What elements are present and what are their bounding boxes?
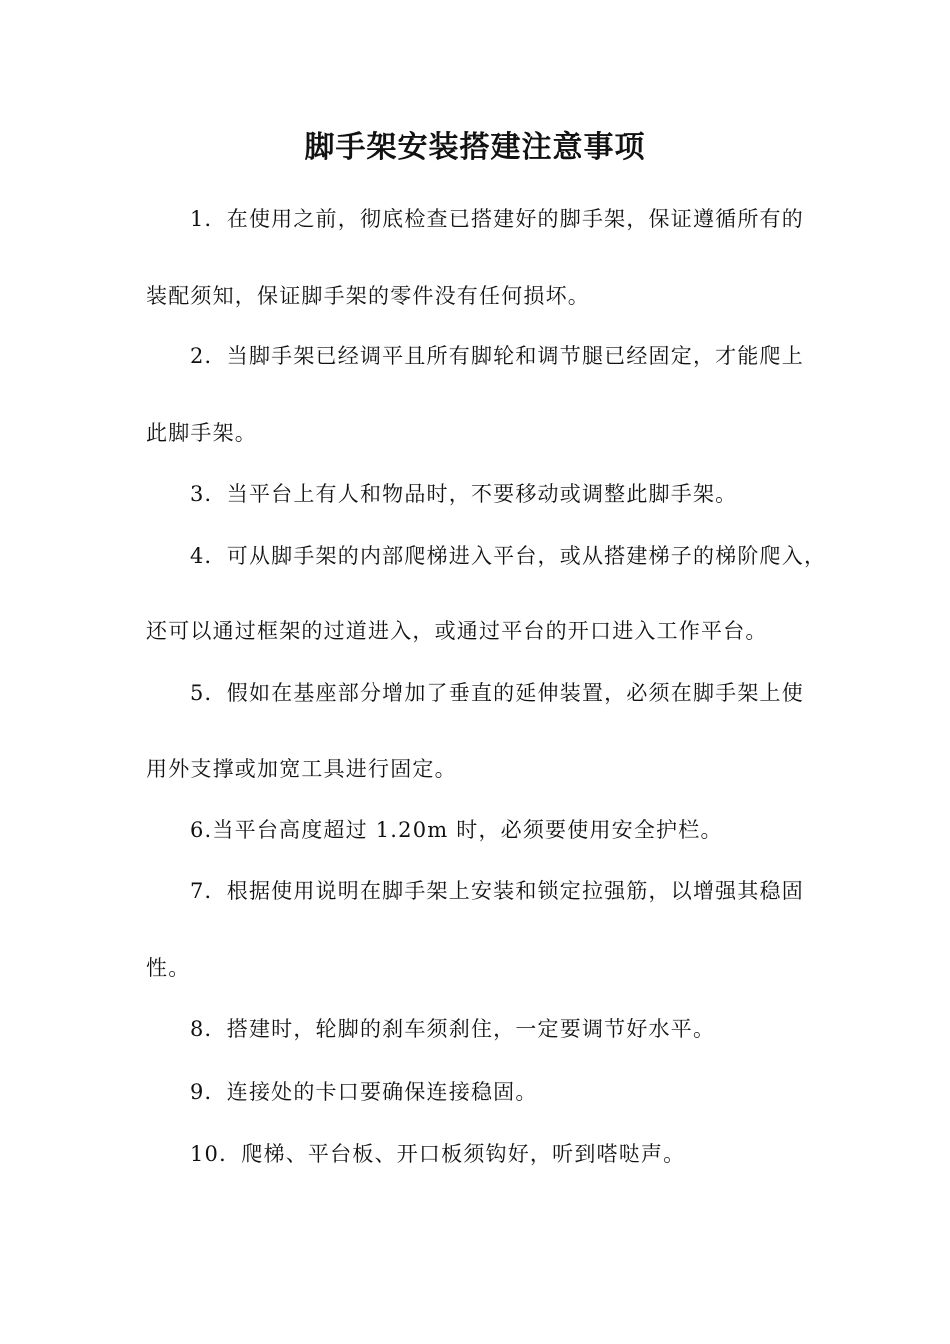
item-6-line-1: 6.当平台高度超过 1.20m 时，必须要使用安全护栏。: [190, 818, 723, 842]
item-2-line-1: 2．当脚手架已经调平且所有脚轮和调节腿已经固定，才能爬上: [190, 344, 804, 368]
item-5-line-2: 用外支撑或加宽工具进行固定。: [146, 757, 457, 781]
item-4-line-1: 4．可从脚手架的内部爬梯进入平台，或从搭建梯子的梯阶爬入，: [190, 544, 827, 568]
item-9-line-1: 9．连接处的卡口要确保连接稳固。: [190, 1080, 538, 1104]
item-2-line-2: 此脚手架。: [146, 421, 257, 445]
item-4-line-2: 还可以通过框架的过道进入，或通过平台的开口进入工作平台。: [146, 619, 768, 643]
document-title: 脚手架安装搭建注意事项: [304, 130, 646, 165]
item-3-line-1: 3．当平台上有人和物品时，不要移动或调整此脚手架。: [190, 482, 738, 506]
item-7-line-2: 性。: [146, 956, 191, 980]
item-8-line-1: 8．搭建时，轮脚的刹车须刹住，一定要调节好水平。: [190, 1017, 716, 1041]
item-1-line-2: 装配须知，保证脚手架的零件没有任何损坏。: [146, 284, 590, 308]
item-10-line-1: 10．爬梯、平台板、开口板须钩好，听到嗒哒声。: [190, 1142, 686, 1166]
item-1-line-1: 1．在使用之前，彻底检查已搭建好的脚手架，保证遵循所有的: [190, 207, 804, 231]
item-5-line-1: 5．假如在基座部分增加了垂直的延伸装置，必须在脚手架上使: [190, 681, 804, 705]
item-7-line-1: 7．根据使用说明在脚手架上安装和锁定拉强筋，以增强其稳固: [190, 879, 804, 903]
